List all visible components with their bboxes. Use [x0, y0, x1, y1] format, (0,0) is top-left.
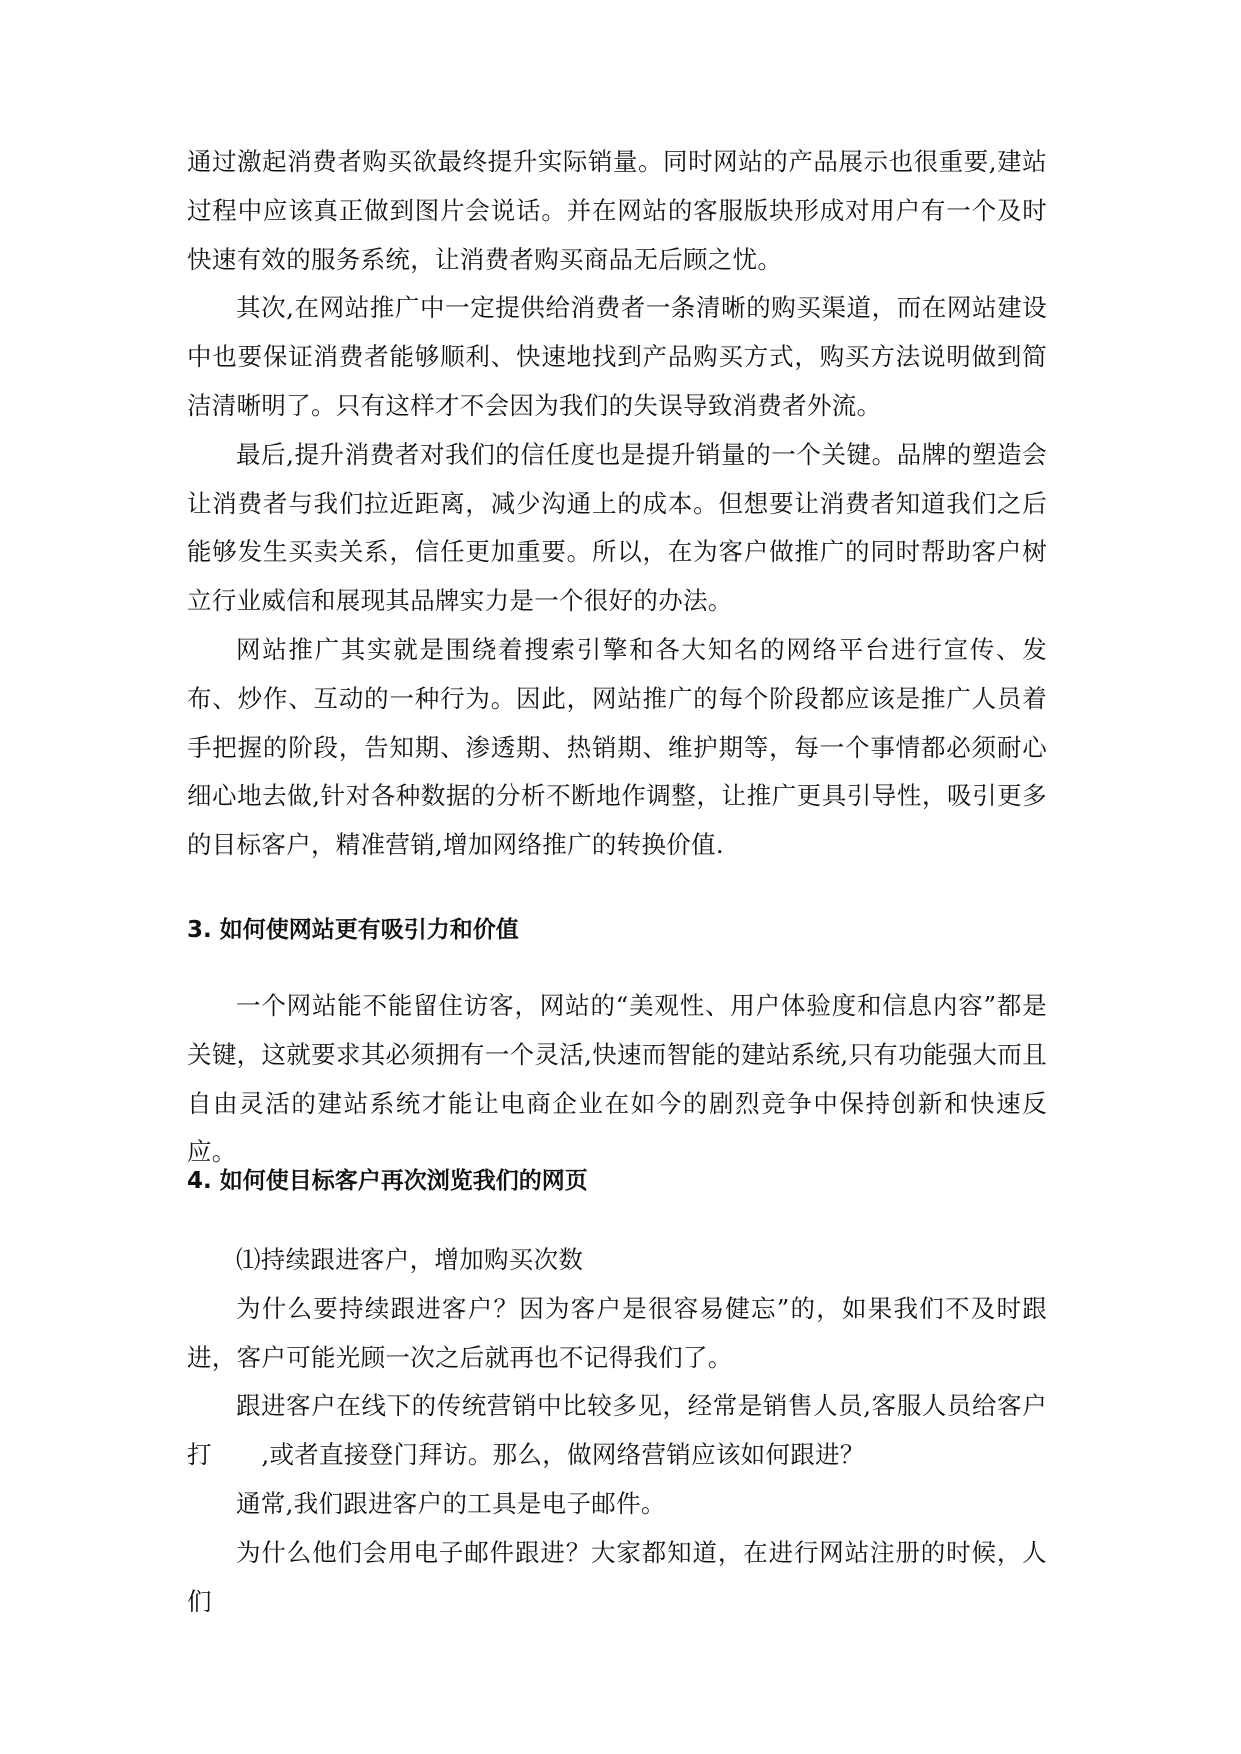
paragraph-intro-1: 通过激起消费者购买欲最终提升实际销量。同时网站的产品展示也很重要,建站过程中应该真正做到图片会说话。并在网站的客服版块形成对用户有一个及时快速有效的服务系统，让消费者购买商品无后顾之忧。: [187, 147, 1047, 274]
section-4-text-block: [187, 1236, 1047, 1626]
paragraph-section-4-3: 通常,我们跟进客户的工具是电子邮件。: [236, 1488, 666, 1518]
section-4-subheading: ⑴持续跟进客户，增加购买次数: [236, 1245, 584, 1274]
paragraph-section-4-4: 为什么他们会用电子邮件跟进？大家都知道，在进行网站注册的时候，人们: [187, 1537, 1047, 1616]
paragraph-section-3: 一个网站能不能留住访客，网站的“美观性、用户体验度和信息内容”都是关键，这就要求其必须拥有一个灵活,快速而智能的建站系统,只有功能强大而且自由灵活的建站系统才能让电商企业在如今的剧烈竞争中保持创新和快速反应。: [187, 991, 1047, 1167]
paragraph-section-4-1: 为什么要持续跟进客户？因为客户是很容易健忘”的，如果我们不及时跟进，客户可能光顾一次之后就再也不记得我们了。: [187, 1293, 1047, 1372]
section-4-heading: 4. 如何使目标客户再次浏览我们的网页: [187, 1168, 588, 1194]
intro-text-block: [187, 138, 1047, 870]
section-3-heading: 3. 如何使网站更有吸引力和价值: [187, 917, 519, 943]
section-3-text-block: [187, 982, 1047, 1177]
paragraph-intro-2: 其次,在网站推广中一定提供给消费者一条清晰的购买渠道，而在网站建设中也要保证消费者能够顺利、快速地找到产品购买方式，购买方法说明做到简洁清晰明了。只有这样才不会因为我们的失误导致消费者外流。: [187, 293, 1047, 420]
paragraph-intro-3: 最后,提升消费者对我们的信任度也是提升销量的一个关键。品牌的塑造会让消费者与我们拉近距离，减少沟通上的成本。但想要让消费者知道我们之后能够发生买卖关系，信任更加重要。所以，在为客户做推广的同时帮助客户树立行业威信和展现其品牌实力是一个很好的办法。: [187, 439, 1047, 616]
paragraph-section-4-2: 跟进客户在线下的传统营销中比较多见，经常是销售人员,客服人员给客户打 ,或者直接登门拜访。那么，做网络营销应该如何跟进？: [187, 1391, 1047, 1470]
paragraph-intro-4: 网站推广其实就是围绕着搜索引擎和各大知名的网络平台进行宣传、发布、炒作、互动的一种行为。因此，网站推广的每个阶段都应该是推广人员着手把握的阶段，告知期、渗透期、热销期、维护期等，每一个事情都必须耐心细心地去做,针对各种数据的分析不断地作调整，让推广更具引导性，吸引更多的目标客户，精准营销,增加网络推广的转换价值.: [187, 634, 1047, 860]
